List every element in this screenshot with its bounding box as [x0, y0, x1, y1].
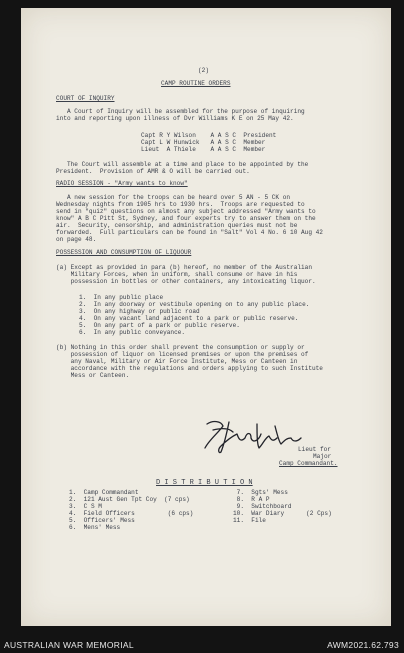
- distribution-right-4: 10. War Diary (2 Cps): [233, 510, 332, 517]
- liquor-item-2: 2. In any doorway or vestibule opening on to any public place.: [79, 301, 310, 308]
- liquor-item-3: 3. On any highway or public road: [79, 308, 200, 315]
- distribution-right-5: 11. File: [233, 517, 266, 524]
- court-member-2: Capt L W Hunwick A A S C Member: [141, 139, 266, 146]
- liquor-b-line-1: (b) Nothing in this order shall prevent the consumption or supply or: [56, 344, 305, 351]
- court-closing-line-1: The Court will assemble at a time and place to be appointed by the: [56, 161, 309, 168]
- archive-footer: [0, 638, 404, 653]
- radio-line-3: send in "quiz" questions on almost any subject addressed "Army wants to: [56, 208, 316, 215]
- radio-line-6: forwarded. Full particulars can be found in "Salt" Vol 4 No. 6 10 Aug 42: [56, 229, 323, 236]
- court-para-line-1: A Court of Inquiry will be assembled for the purpose of inquiring: [56, 108, 305, 115]
- liquor-item-6: 6. In any public conveyance.: [79, 329, 186, 336]
- distribution-right-3: 9. Switchboard: [233, 503, 292, 510]
- distribution-left-5: 5. Officers' Mess: [69, 517, 135, 524]
- court-closing-line-2: President. Provision of AMR & O will be carried out.: [56, 168, 250, 175]
- footer-accession-number: AWM2021.62.793: [327, 640, 399, 650]
- court-para-line-2: into and reporting upon illness of Dvr Williams K E on 25 May 42.: [56, 115, 294, 122]
- distribution-right-2: 8. R A P: [233, 496, 270, 503]
- radio-line-1: A new session for the troops can be heard over 5 AN - 5 CK on: [56, 194, 291, 201]
- document-title: CAMP ROUTINE ORDERS: [161, 80, 231, 87]
- radio-line-2: Wednesday nights from 1905 hrs to 1930 hrs. Troops are requested to: [56, 201, 305, 208]
- distribution-right-1: 7. Sgts' Mess: [233, 489, 288, 496]
- liquor-intro-line-1: (a) Except as provided in para (b) hereof, no member of the Australian: [56, 264, 312, 271]
- liquor-item-4: 4. On any vacant land adjacent to a park or public reserve.: [79, 315, 299, 322]
- distribution-left-6: 6. Mens' Mess: [69, 524, 121, 531]
- liquor-heading: POSSESSION AND CONSUMPTION OF LIQUOUR: [56, 249, 192, 256]
- liquor-intro-line-3: possession in bottles or other containers, any intoxicating liquor.: [56, 278, 316, 285]
- court-heading: COURT OF INQUIRY: [56, 95, 115, 102]
- liquor-b-line-5: Mess or Canteen.: [56, 372, 130, 379]
- radio-heading: RADIO SESSION - "Army wants to know": [56, 180, 188, 187]
- signature-major: Major: [313, 453, 332, 460]
- radio-line-4: know" A B C Pitt St, Sydney, and four experts try to answer them on the: [56, 215, 316, 222]
- signature-rank: Lieut for: [298, 446, 331, 453]
- court-member-1: Capt R Y Wilson A A S C President: [141, 132, 277, 139]
- distribution-left-2: 2. 121 Aust Gen Tpt Coy (7 cps): [69, 496, 190, 503]
- liquor-item-5: 5. On any part of a park or public reserve.: [79, 322, 240, 329]
- page-number: (2): [198, 67, 209, 74]
- distribution-left-1: 1. Camp Commandant: [69, 489, 139, 496]
- footer-institution: AUSTRALIAN WAR MEMORIAL: [4, 640, 134, 650]
- distribution-heading: D I S T R I B U T I O N: [156, 479, 253, 487]
- liquor-b-line-2: possession of liquor on licensed premises or upon the premises of: [56, 351, 309, 358]
- liquor-item-1: 1. In any public place: [79, 294, 164, 301]
- document-page: [21, 8, 391, 626]
- radio-line-7: on page 48.: [56, 236, 97, 243]
- signature-role: Camp Commandant.: [279, 460, 338, 467]
- handwritten-signature: [199, 418, 309, 456]
- court-member-3: Lieut A Thiele A A S C Member: [141, 146, 266, 153]
- distribution-left-3: 3. C S M: [69, 503, 102, 510]
- radio-line-5: air. Security, censorship, and administration queries must not be: [56, 222, 298, 229]
- liquor-b-line-4: accordance with the regulations and orders applying to such Institute: [56, 365, 323, 372]
- distribution-left-4: 4. Field Officers (6 cps): [69, 510, 194, 517]
- liquor-b-line-3: any Naval, Military or Air Force Institute, Mess or Canteen in: [56, 358, 298, 365]
- liquor-intro-line-2: Military Forces, when in uniform, shall consume or have in his: [56, 271, 298, 278]
